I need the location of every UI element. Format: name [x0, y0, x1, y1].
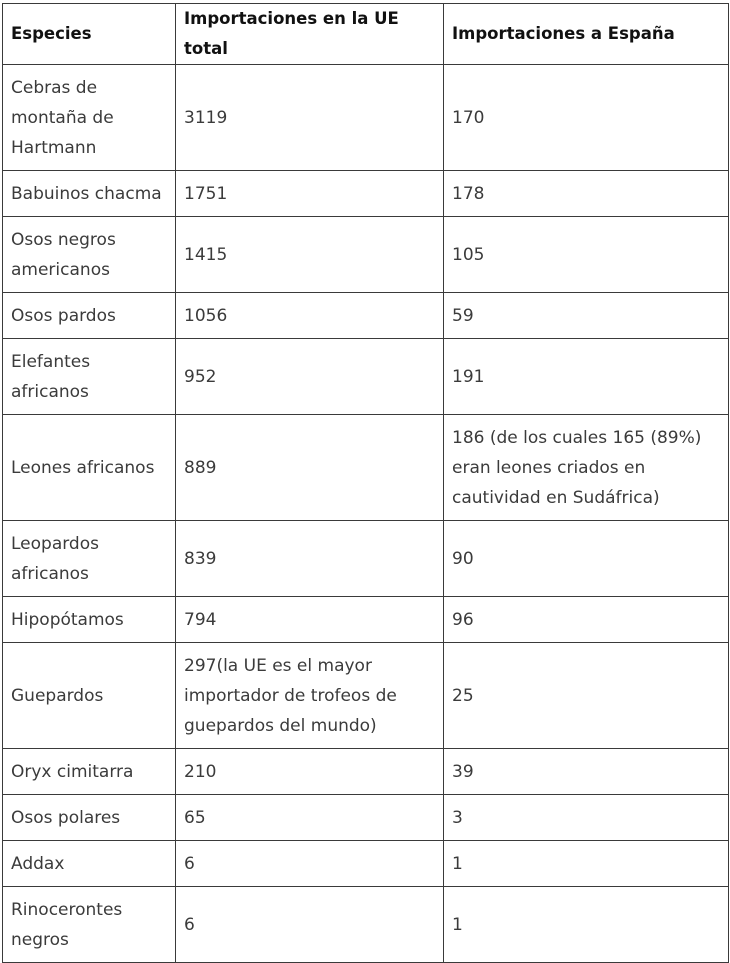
species-cell: Osos negros americanos — [3, 217, 176, 293]
table-row — [3, 293, 729, 339]
column-header-eu-imports: Importaciones en la UE total — [176, 4, 444, 65]
eu-imports-cell: 889 — [176, 415, 444, 521]
eu-imports-cell: 1415 — [176, 217, 444, 293]
spain-imports-cell: 25 — [444, 643, 729, 749]
table-row — [3, 217, 729, 293]
eu-imports-cell: 65 — [176, 795, 444, 841]
table-row — [3, 521, 729, 597]
table-row — [3, 171, 729, 217]
spain-imports-cell: 96 — [444, 597, 729, 643]
header-row — [3, 4, 729, 65]
eu-imports-cell: 1751 — [176, 171, 444, 217]
eu-imports-cell: 6 — [176, 841, 444, 887]
table-row — [3, 841, 729, 887]
eu-imports-cell: 952 — [176, 339, 444, 415]
species-imports-table — [2, 3, 729, 963]
species-cell: Babuinos chacma — [3, 171, 176, 217]
spain-imports-cell: 178 — [444, 171, 729, 217]
species-cell: Guepardos — [3, 643, 176, 749]
eu-imports-cell: 839 — [176, 521, 444, 597]
species-cell: Leopardos africanos — [3, 521, 176, 597]
spain-imports-cell: 1 — [444, 887, 729, 963]
spain-imports-cell: 1 — [444, 841, 729, 887]
table-row — [3, 749, 729, 795]
species-cell: Elefantes africanos — [3, 339, 176, 415]
table-row — [3, 643, 729, 749]
spain-imports-cell: 170 — [444, 65, 729, 171]
eu-imports-cell: 3119 — [176, 65, 444, 171]
eu-imports-cell: 210 — [176, 749, 444, 795]
eu-imports-cell: 297(la UE es el mayor importador de trofeos de guepardos del mundo) — [176, 643, 444, 749]
spain-imports-cell: 105 — [444, 217, 729, 293]
spain-imports-cell: 59 — [444, 293, 729, 339]
table-body — [3, 65, 729, 963]
species-cell: Rinocerontes negros — [3, 887, 176, 963]
spain-imports-cell: 3 — [444, 795, 729, 841]
eu-imports-cell: 794 — [176, 597, 444, 643]
table-header — [3, 4, 729, 65]
species-cell: Hipopótamos — [3, 597, 176, 643]
species-cell: Addax — [3, 841, 176, 887]
spain-imports-cell: 191 — [444, 339, 729, 415]
species-cell: Osos pardos — [3, 293, 176, 339]
table-row — [3, 339, 729, 415]
table-row — [3, 597, 729, 643]
spain-imports-cell: 39 — [444, 749, 729, 795]
species-cell: Osos polares — [3, 795, 176, 841]
species-cell: Oryx cimitarra — [3, 749, 176, 795]
species-cell: Cebras de montaña de Hartmann — [3, 65, 176, 171]
table-row — [3, 887, 729, 963]
column-header-species: Especies — [3, 4, 176, 65]
table-row — [3, 415, 729, 521]
table-row — [3, 795, 729, 841]
table-row — [3, 65, 729, 171]
spain-imports-cell: 90 — [444, 521, 729, 597]
eu-imports-cell: 6 — [176, 887, 444, 963]
column-header-spain-imports: Importaciones a España — [444, 4, 729, 65]
spain-imports-cell: 186 (de los cuales 165 (89%) eran leones criados en cautividad en Sudáfrica) — [444, 415, 729, 521]
eu-imports-cell: 1056 — [176, 293, 444, 339]
species-cell: Leones africanos — [3, 415, 176, 521]
